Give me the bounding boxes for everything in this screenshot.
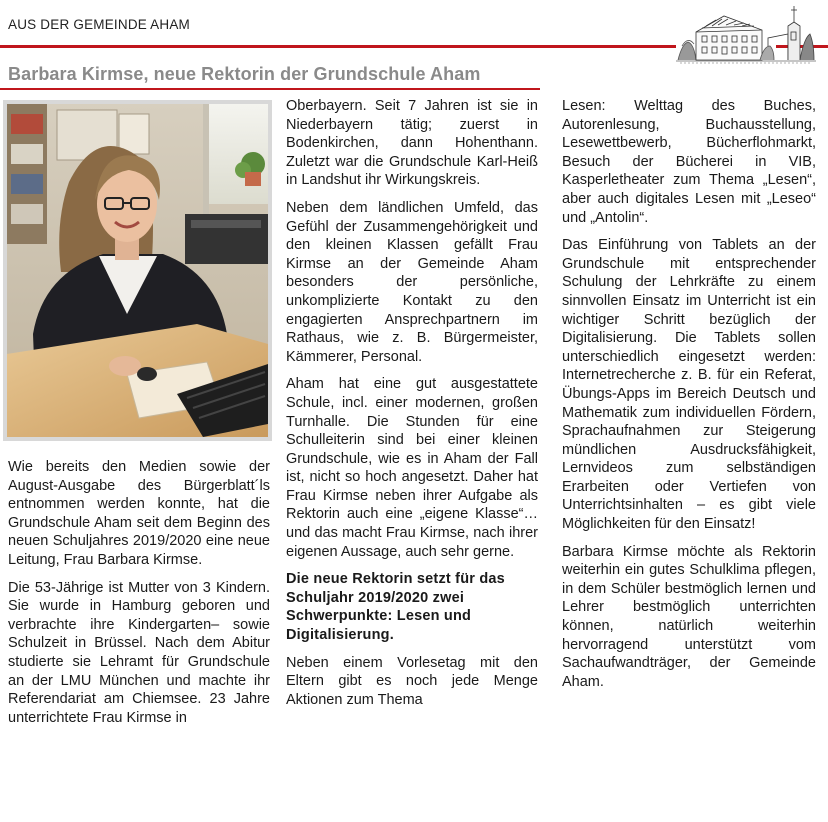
paragraph: Oberbayern. Seit 7 Jahren ist sie in Niederbayern tätig; zuerst in Bodenkirchen, dann Hohenthann. Zuletzt war die Grundschule Karl-Heiß in Landshut ihr Wirkungskreis. [286,98,538,189]
paragraph: Die 53-Jährige ist Mutter von 3 Kindern. Sie wurde in Hamburg geboren und verbrachte ihre Kindergarten– sowie Schulzeit in Brüssel. Nach dem Abitur studierte sie Lehramt für Grundschule an der LMU München und machte ihr Referendariat am Chiemsee. 23 Jahre unterrichtete Frau Kirmse in [8,579,270,726]
article-column-3 [562,97,816,700]
paragraph: Lesen: Welttag des Buches, Autorenlesung, Buchausstellung, Lesewettbewerb, Bücherflohmarkt, Besuch der Bücherei in VIB, Kasperletheater zum Thema „Lesen“, aber auch digitales Lesen mit „Leseo“ und „Antolin“. [562,98,816,226]
article-column-1 [8,458,270,736]
subheading: Die neue Rektorin setzt für das Schuljahr 2019/2020 zwei Schwerpunkte: Lesen und Digitalisierung. [286,571,505,644]
paragraph: Wie bereits den Medien sowie der August-Ausgabe des Bürgerblatt´ls entnommen werden konnte, hat die Grundschule Aham seit dem Beginn des neuen Schuljahres 2019/2020 eine neue Leitung, Frau Barbara Kirmse. [8,459,270,568]
paragraph: Aham hat eine gut ausgestattete Schule, incl. einer modernen, großen Turnhalle. Die Stunden für eine Schulleiterin sind bei einer kleinen Grundschule, wie es in Aham der Fall ist, nicht so hoch angesetzt. Daher hat Frau Kirmse neben ihrer Aufgabe als Rektorin auch eine „eigene Klasse“… und das macht Frau Kirmse, nach ihrer eigenen Aussage, auch sehr gerne. [286,376,538,560]
town-hall-church-sketch-icon [676,2,816,64]
article-column-2 [286,97,538,718]
paragraph: Das Einführung von Tablets an der Grundschule mit entsprechender Schulung der Lehrkräfte zu einem sinnvollen Einsatz im Unterricht ist ein wichtiger Schritt bezüglich der Digitalisierung. Die Tablets sollen unterschiedlich eingesetzt werden: Internetrecherche z. B. für ein Referat, Übungs-Apps im Bereich Deutsch und Mathematik zum individuellen Fördern, Sprachaufnahmen zur Steigerung mündlichen Ausdrucksfähigkeit, Lernvideos zum selbständigen Erarbeiten oder Vertiefen von Unterrichtsinhalten – es gibt viele Möglichkeiten für den Einsatz! [562,237,816,533]
paragraph: Neben dem ländlichen Umfeld, das Gefühl der Zusammengehörigkeit und den kleinen Klassen gefällt Frau Kirmse an der Gemeinde Aham besonders der persönliche, unkomplizierte Kontakt zu den engagierten Ansprechpartnern im Rathaus, wie z. B. Bürgermeister, Kämmerer, Personal. [286,199,538,365]
header-rule [0,45,676,48]
portrait-photo-icon [7,104,268,437]
paragraph: Barbara Kirmse möchte als Rektorin weiterhin ein gutes Schulklima pflegen, in dem Schüler bestmöglich lernen und Lehrer bestmöglich unterrichten können, natürlich weiterhin hervorragend unterstützt vom Sachaufwandträger, der Gemeinde Aham. [562,543,816,690]
section-header: AUS DER GEMEINDE AHAM [8,17,190,32]
article-title: Barbara Kirmse, neue Rektorin der Grundschule Aham [8,64,481,84]
title-rule [0,88,540,90]
paragraph: Neben einem Vorlesetag mit den Eltern gibt es noch jede Menge Aktionen zum Thema [286,654,538,708]
portrait-photo [3,100,272,441]
